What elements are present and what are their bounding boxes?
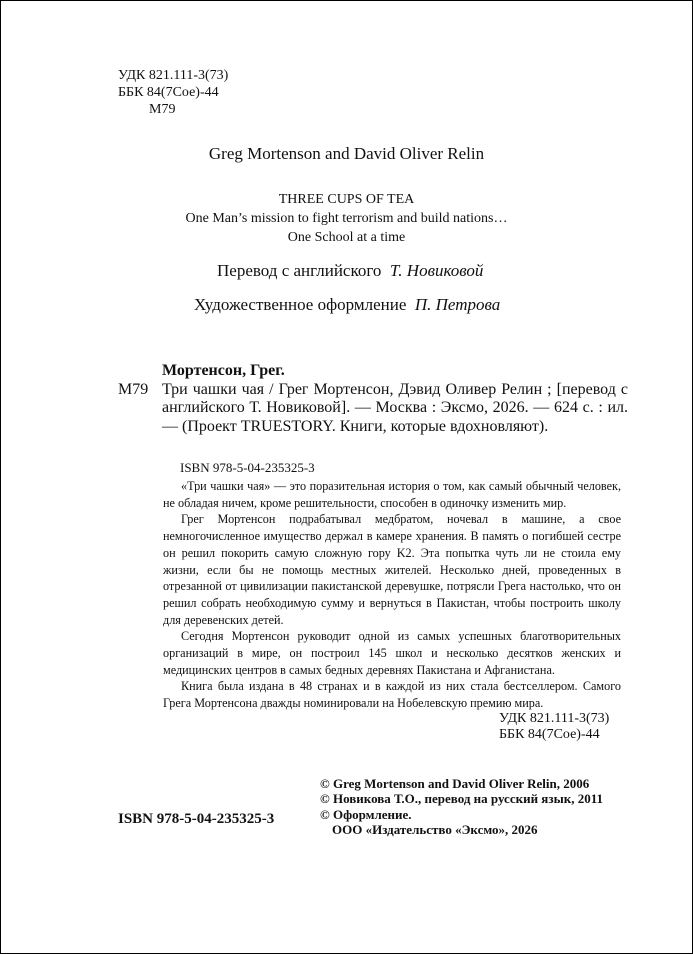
- card-author-mark: М79: [118, 380, 149, 398]
- design-label: Художественное оформление: [194, 295, 407, 314]
- annotation-paragraph: Сегодня Мортенсон руководит одной из самых успешных благотворительных организаций в мире, он построил 145 школ и несколько десятков женских и медицинских центров в самых бедных деревнях Пакистана и Афганистана.: [163, 629, 621, 677]
- copyright-block: [320, 776, 603, 838]
- classification-codes: [118, 67, 228, 118]
- udk-code-right: УДК 821.111-3(73): [499, 711, 610, 726]
- isbn-main: ISBN 978-5-04-235325-3: [118, 811, 275, 827]
- udk-code: УДК 821.111-3(73): [118, 68, 229, 83]
- card-body: [118, 381, 628, 437]
- designer-name: П. Петрова: [414, 295, 501, 314]
- annotation-paragraph: Грег Мортенсон подрабатывал медбратом, ночевал в машине, а свое немногочисленное имущество держал в камере хранения. В память о погибшей сестре он решил покорить самую сложную гору K2. Эта попытка чуть ли не стоила ему жизни, если бы не помощь местных жителей. Несколько дней, проведенных в отрезанной от цивилизации пакистанской деревушке, потрясли Грега настолько, что он решил собрать необходимую сумму и вернуться в Пакистан, чтобы построить школу для деревенских детей.: [163, 512, 621, 627]
- card-isbn: ISBN 978-5-04-235325-3: [180, 460, 315, 475]
- translation-label: Перевод с английского: [217, 261, 382, 280]
- original-authors: Greg Mortenson and David Oliver Relin: [208, 144, 485, 163]
- copyright-line: © Greg Mortenson and David Oliver Relin, 2006: [320, 776, 590, 791]
- original-subtitle-line-2: One School at a time: [287, 230, 406, 245]
- copyright-line: ООО «Издательство «Эксмо», 2026: [332, 822, 538, 838]
- classification-codes-right: [499, 711, 609, 743]
- original-subtitle-line-1: One Man’s mission to fight terrorism and build nations…: [185, 211, 508, 226]
- translator-name: Т. Новиковой: [389, 261, 484, 280]
- catalog-card: [118, 362, 628, 436]
- bbk-code: ББК 84(7Сое)-44: [118, 85, 219, 100]
- copyright-line: © Новикова Т.О., перевод на русский язык, 2011: [320, 791, 603, 807]
- copyright-line: © Оформление.: [320, 806, 412, 822]
- annotation-paragraph: «Три чашки чая» — это поразительная история о том, как самый обычный человек, не обладая ничем, кроме решительности, способен в одиночку изменить мир.: [163, 479, 621, 510]
- card-author: Мортенсон, Грег.: [162, 362, 285, 379]
- bbk-code-right: ББК 84(7Сое)-44: [499, 727, 600, 742]
- original-title: THREE CUPS OF TEA: [278, 192, 415, 207]
- translation-credit: [217, 261, 483, 281]
- annotation: [163, 478, 621, 712]
- original-title-block: [1, 190, 692, 247]
- author-mark: М79: [149, 102, 176, 117]
- design-credit: [194, 295, 500, 315]
- card-description: Три чашки чая / Грег Мортенсон, Дэвид Оливер Релин ; [перевод с английского Т. Новиковой]. — Москва : Эксмо, 2026. — 624 с. : ил. — (Проект TRUESTORY. Книги, которые вдохновляют).: [162, 380, 628, 435]
- annotation-paragraph: Книга была издана в 48 странах и в каждой из них стала бестселлером. Самого Грега Мортенсона дважды номинировали на Нобелевскую премию мира.: [163, 679, 621, 711]
